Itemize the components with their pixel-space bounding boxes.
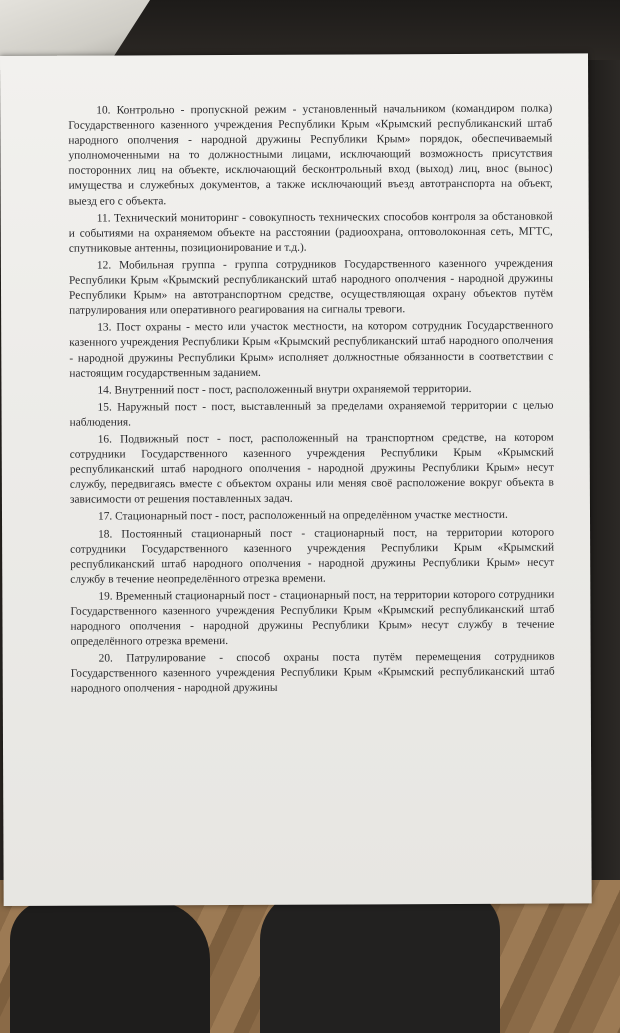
paragraph-13: 13. Пост охраны - место или участок местности, на котором сотрудник Государственного казенного учреждения Республики Крым «Крымский республиканский штаб народного ополчения - народной дружины Республики Крым» исполняет должностные обязанности в соответствии с настоящим государственным заданием. — [69, 319, 554, 380]
document-page — [0, 53, 592, 906]
background-leg-right — [260, 890, 500, 1033]
paragraph-12: 12. Мобильная группа - группа сотрудников Государственного казенного учреждения Республики Крым «Крымский республиканский штаб народного ополчения - народной дружины Республики Крым» на автотранспортном средстве, осуществляющая охрану объектов путём патрулирования или оперативного реагирования на сигналы тревоги. — [68, 257, 554, 317]
paragraph-20: 20. Патрулирование - способ охраны поста путём перемещения сотрудников Государственного казенного учреждения Республики Крым «Крымский республиканский штаб народного ополчения - народной дружины — [70, 650, 555, 696]
paragraph-17: 17. Стационарный пост - пост, расположенный на определённом участке местности. — [97, 509, 508, 524]
paragraph-11: 11. Технический мониторинг - совокупность технических способов контроля за обстановкой и событиями на охраняемом объекте на расстоянии (радиоохрана, оптоволоконная сеть, МГТС, спутниковые антенны, позиционирование и т.д.). — [68, 210, 553, 255]
paragraph-16: 16. Подвижный пост - пост, расположенный на транспортном средстве, на котором сотрудники Государственного казенного учреждения Республики Крым «Крымский республиканский штаб народного ополчения - народной дружины Республики Крым» несут службу, передвигаясь вместе с объектом охраны или меняя своё расположение вокруг объекта в зависимости от решения поставленных задач. — [69, 431, 554, 507]
document-body — [68, 102, 555, 700]
paragraph-19: 19. Временный стационарный пост - стационарный пост, на территории которого сотрудники Государственного казенного учреждения Республики Крым «Крымский республиканский штаб народного ополчения - народной дружины Республики Крым» несут службу в течение определённого отрезка времени. — [70, 588, 555, 648]
paragraph-14: 14. Внутренний пост - пост, расположенный внутри охраняемой территории. — [97, 382, 472, 397]
paragraph-18: 18. Постоянный стационарный пост - стационарный пост, на территории которого сотрудники Государственного казенного учреждения Республики Крым «Крымский республиканский штаб народного ополчения - народной дружины Республики Крым» несут службу в течение неопределённого отрезка времени. — [70, 526, 555, 586]
paragraph-10: 10. Контрольно - пропускной режим - установленный начальником (командиром полка) Государственного казенного учреждения Республики Крым «Крымский республиканский штаб народного ополчения - народной дружины Республики Крым» порядок, обеспечиваемый уполномоченными на то должностными лицами, исключающий возможность присутствия посторонних лиц на объекте, исключающий бесконтрольный вход (выход) лиц, внос (вынос) имущества и служебных документов, а также исключающий въезд автотранспорта на объект, выезд его с объекта. — [68, 102, 553, 208]
background-leg-left — [10, 900, 210, 1033]
paragraph-15: 15. Наружный пост - пост, выставленный за пределами охраняемой территории с целью наблюдения. — [69, 399, 554, 429]
